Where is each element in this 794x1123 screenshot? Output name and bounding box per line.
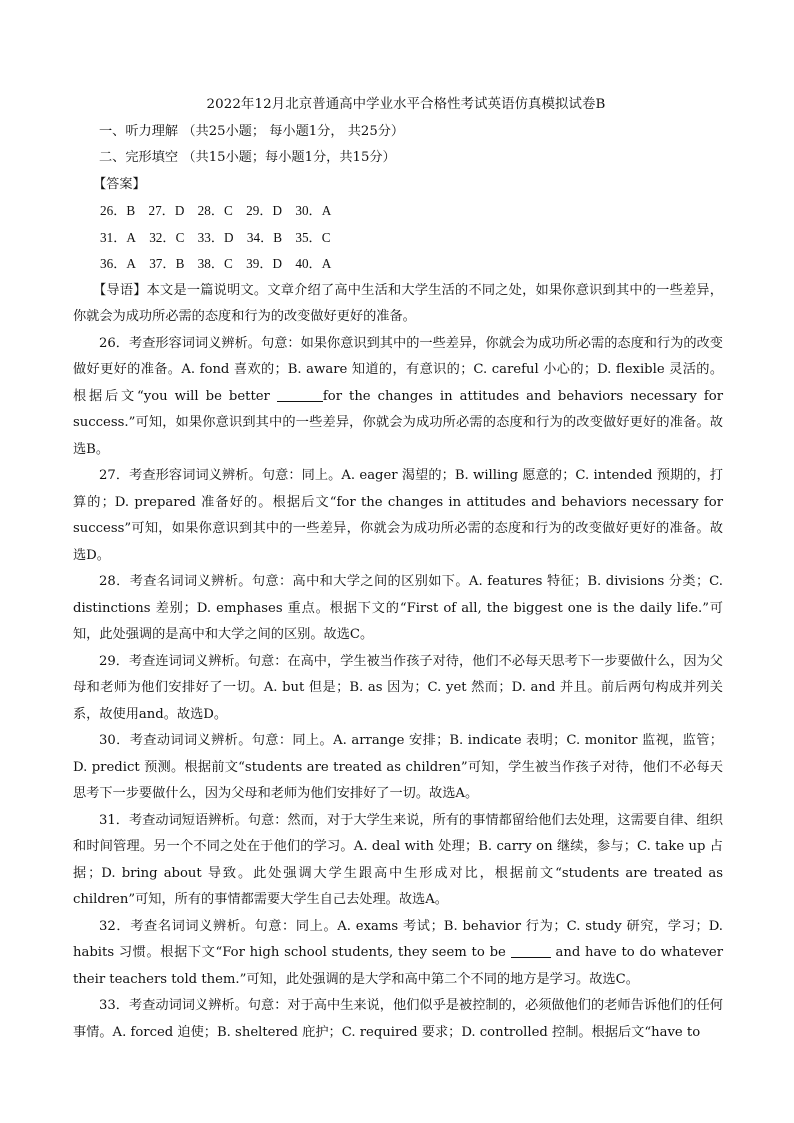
- explanation-text: 32．考查名词词义辨析。句意：同上。A. exams 考试；B. behavior 行为；C. study 研究，学习；D. habits 习惯。根据下文“For high school students, they seem to be: [73, 918, 723, 960]
- answer-item: 40．A: [295, 256, 332, 271]
- explanation-q27: 27．考查形容词词义辨析。句意：同上。A. eager 渴望的；B. willing 愿意的；C. intended 预期的，打算的；D. prepared 准备好的。根据后文“for the changes in attitudes and behaviors necessary for success”可知，如果你意识到其中的一些差异，你就会为成功所必需的态度和行为的改变做好更好的准备。故选D。: [73, 468, 723, 563]
- page-title: 2022年12月北京普通高中学业水平合格性考试英语仿真模拟试卷B: [206, 97, 606, 112]
- explanation-text: and have to do whatever their teachers told them.”可知，此处强调的是大学和高中第二个不同的地方是学习。故选C。: [73, 945, 723, 987]
- answer-item: 30．A: [295, 203, 332, 218]
- answer-item: 31．A: [100, 229, 136, 245]
- answer-row: [73, 251, 723, 278]
- answer-row: [73, 225, 723, 252]
- explanation-q30: 30．考查动词词义辨析。句意：同上。A. arrange 安排；B. indicate 表明；C. monitor 监视，监管；D. predict 预测。根据前文“students are treated as children”可知，学生被当作孩子对待，他们不必每天思考下一步要做什么，因为父母和老师为他们安排好了一切。故选A。: [73, 733, 723, 801]
- explanation-q33: 33．考查动词词义辨析。句意：对于高中生来说，他们似乎是被控制的，必须做他们的老师告诉他们的任何事情。A. forced 迫使；B. sheltered 庇护；C. required 要求；D. controlled 控制。根据后文“have to: [73, 998, 723, 1040]
- section-listening: 一、听力理解 （共25小题； 每小题1分， 共25分）: [99, 123, 405, 139]
- answer-item: 27．D: [148, 203, 185, 218]
- answer-item: 38．C: [197, 256, 233, 271]
- answer-item: 33．D: [197, 229, 234, 245]
- explanation-q29: 29．考查连词词义辨析。句意：在高中，学生被当作孩子对待，他们不必每天思考下一步要做什么，因为父母和老师为他们安排好了一切。A. but 但是；B. as 因为；C. yet 然而；D. and 并且。前后两句构成并列关系，故使用and。故选D。: [73, 653, 723, 722]
- blank-line: [277, 387, 323, 402]
- answer-item: 26．B: [100, 203, 136, 218]
- explanation-q26: [73, 331, 723, 464]
- explanation-q32: [73, 914, 723, 994]
- answer-item: 35．C: [295, 229, 331, 245]
- section-cloze: 二、完形填空 （共15小题；每小题1分，共15分）: [99, 150, 396, 165]
- guide-paragraph: 【导语】本文是一篇说明文。文章介绍了高中生活和大学生活的不同之处，如果你意识到其中的一些差异，你就会为成功所必需的态度和行为的改变做好更好的准备。: [73, 282, 723, 324]
- answer-item: 36．A: [100, 256, 136, 271]
- answer-item: 37．B: [149, 256, 185, 271]
- answer-item: 34．B: [246, 229, 283, 245]
- answer-heading: 【答案】: [93, 176, 146, 192]
- answer-item: 28．C: [197, 203, 233, 218]
- explanation-text: for the changes in attitudes and behaviors necessary for success.”可知，如果你意识到其中的一些差异，你就会为成功所必需的态度和行为的改变做好更好的准备。故选B。: [73, 388, 723, 457]
- document-page: [73, 92, 723, 1046]
- explanation-q31: 31．考查动词短语辨析。句意：然而，对于大学生来说，所有的事情都留给他们去处理，这需要自律、组织和时间管理。另一个不同之处在于他们的学习。A. deal with 处理；B. carry on 继续，参与；C. take up 占据；D. bring about 导致。此处强调大学生跟高中生形成对比，根据前文“students are treated as children”可知，所有的事情都需要大学生自己去处理。故选A。: [73, 812, 723, 907]
- blank-line: [511, 943, 551, 958]
- answer-item: 29．D: [246, 203, 283, 218]
- answer-item: 39．D: [246, 256, 283, 271]
- explanation-q28: 28．考查名词词义辨析。句意：高中和大学之间的区别如下。A. features 特征；B. divisions 分类；C. distinctions 差别；D. emphases 重点。根据下文的“First of all, the biggest one is the daily life.”可知，此处强调的是高中和大学之间的区别。故选C。: [73, 574, 723, 642]
- answer-item: 32．C: [149, 229, 185, 245]
- explanation-text: 26．考查形容词词义辨析。句意：如果你意识到其中的一些差异，你就会为成功所必需的态度和行为的改变做好更好的准备。A. fond 喜欢的；B. aware 知道的，有意识的；C. careful 小心的；D. flexible 灵活的。根据后文“you will be better: [73, 335, 723, 404]
- answer-row: [73, 198, 723, 225]
